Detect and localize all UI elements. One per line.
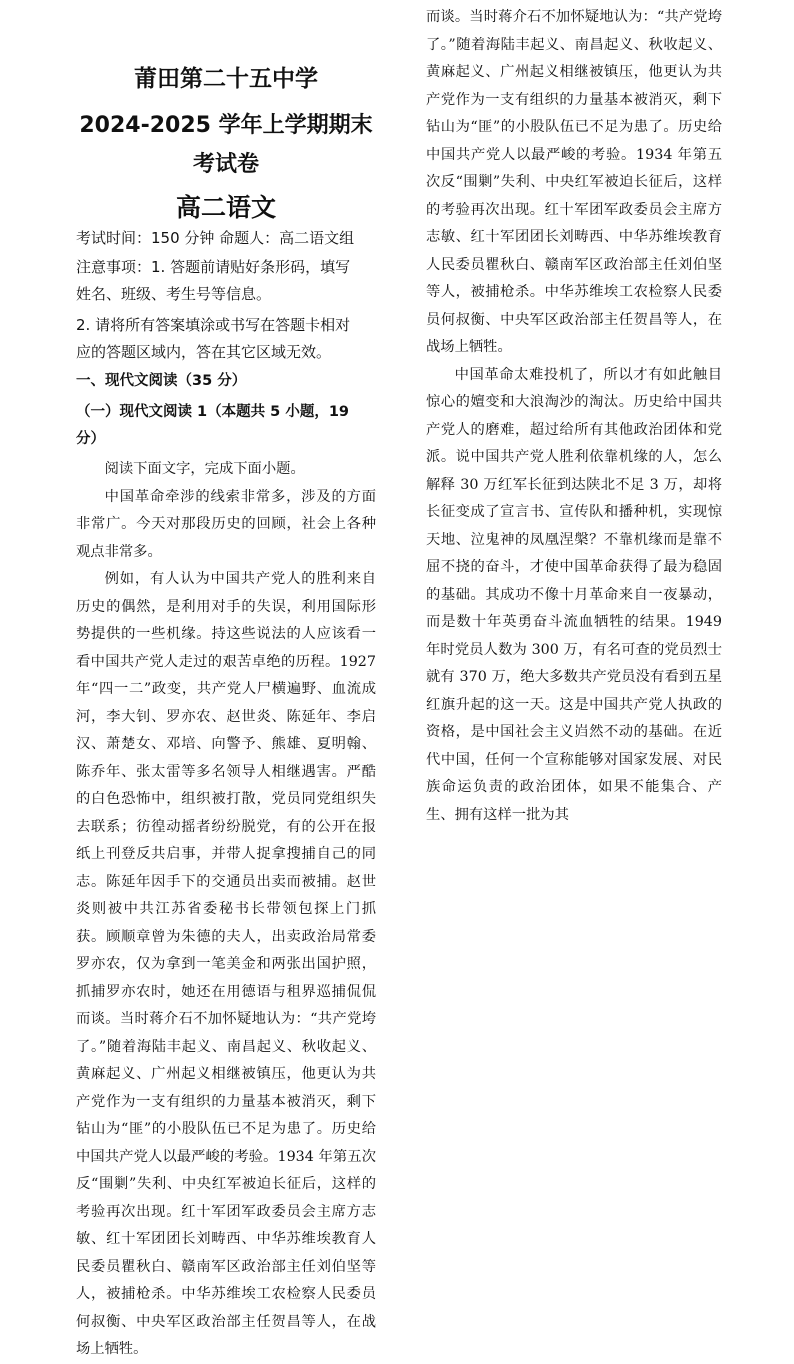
paragraph-2: 例如，有人认为中国共产党人的胜利来自历史的偶然，是利用对手的失误，利用国际形势提供的一些机缘。持这些说法的人应该看一看中国共产党人走过的艰苦卓绝的历程。1927 年“四一二”政变，共产党人尸横遍野、血流成河，李大钊、罗亦农、赵世炎、陈延年、李启汉、萧楚女、邓培、向警予、熊雄、夏明翰、陈乔年、张太雷等多名领导人相继遇害。严酷的白色恐怖中，组织被打散，党员同党组织失去联系；彷徨动摇者纷纷脱党，有的公开在报纸上刊登反共启事，并带人捉拿搜捕自己的同志。陈延年因手下的交通员出卖而被捕。赵世炎则被中共江苏省委秘书长带领包探上门抓获。顾顺章曾为朱德的夫人，出卖政治局常委罗亦农，仅为拿到一笔美金和两张出国护照，抓捕罗亦农时，她还在用德语与租界巡捕侃侃而谈。当时蒋介石不加怀疑地认为：“共产党垮了。”随着海陆丰起义、南昌起义、秋收起义、黄麻起义、广州起义相继被镇压，他更认为共产党作为一支有组织的力量基本被消灭，剩下钻山为“匪”的小股队伍已不足为患了。历史给中国共产党人以最严峻的考验。1934 年第五次反“围剿”失利、中央红军被迫长征后，这样的考验再次出现。红十军团军政委员会主席方志敏、红十军团团长刘畴西、中华苏维埃教育人民委员瞿秋白、赣南军区政治部主任刘伯坚等人，被捕枪杀。中华苏维埃工农检察人民委员何叔衡、中央军区政治部主任贺昌等人，在战场上牺牲。 <box>76 571 376 1357</box>
notice-line-3: 2. 请将所有答案填涂或书写在答题卡相对 <box>76 316 351 334</box>
passage-right-clip <box>426 9 722 1059</box>
school-name: 莆田第二十五中学 <box>134 66 318 92</box>
subsection-title-line-2: 分） <box>76 431 105 447</box>
subject-title: 高二语文 <box>175 193 276 222</box>
notice-line-4: 应的答题区域内，答在其它区域无效。 <box>76 343 332 361</box>
passage-right-flow <box>426 0 722 829</box>
exam-time-line: 考试时间：150 分钟 命题人：高二语文组 <box>76 229 355 247</box>
notice-line-1: 注意事项：1. 答题前请贴好条形码，填写 <box>76 258 351 276</box>
exam-term: 2024-2025 学年上学期期末 <box>79 113 373 138</box>
notice-line-2: 姓名、班级、考生号等信息。 <box>76 285 272 303</box>
paragraph-2-continued: 而谈。当时蒋介石不加怀疑地认为：“共产党垮了。”随着海陆丰起义、南昌起义、秋收起义、黄麻起义、广州起义相继被镇压，他更认为共产党作为一支有组织的力量基本被消灭，剩下钻山为“匪”的小股队伍已不足为患了。历史给中国共产党人以最严峻的考验。1934 年第五次反“围剿”失利、中央红军被迫长征后，这样的考验再次出现。红十军团军政委员会主席方志敏、红十军团团长刘畴西、中华苏维埃教育人民委员瞿秋白、赣南军区政治部主任刘伯坚等人，被捕枪杀。中华苏维埃工农检察人民委员何叔衡、中央军区政治部主任贺昌等人，在战场上牺牲。 <box>426 9 722 355</box>
paragraph-1: 中国革命牵涉的线索非常多，涉及的方面非常广。今天对那段历史的回顾，社会上各种观点非常多。 <box>76 488 376 560</box>
paragraph-3: 中国革命太难投机了，所以才有如此触目惊心的嬗变和大浪淘沙的淘汰。历史给中国共产党人的磨难，超过给所有其他政治团体和党派。说中国共产党人胜利依靠机缘的人，怎么解释 30 万红军长征到达陕北不足 3 万，却将长征变成了宣言书、宣传队和播种机，实现惊天地、泣鬼神的凤凰涅槃？不靠机缘而是靠不屈不挠的奋斗，才使中国革命获得了最为稳固的基础。其成功不像十月革命来自一夜暴动，而是数十年英勇奋斗流血牺牲的结果。1949 年时党员人数为 300 万，有名可查的党员烈士就有 370 万，绝大多数共产党员没有看到五星红旗升起的这一天。这是中国共产党人执政的资格，是中国社会主义岿然不动的基础。在近代中国，任何一个宣称能够对国家发展、对民族命运负责的政治团体，如果不能集合、产生、拥有这样一批为其 <box>426 366 722 823</box>
section-title: 一、现代文阅读（35 分） <box>76 373 247 389</box>
passage-left <box>76 456 376 1357</box>
exam-title: 考试卷 <box>192 152 259 177</box>
instruction-paragraph: 阅读下面文字，完成下面小题。 <box>104 461 305 477</box>
subsection-title-line-1: （一）现代文阅读 1（本题共 5 小题，19 <box>76 404 349 420</box>
